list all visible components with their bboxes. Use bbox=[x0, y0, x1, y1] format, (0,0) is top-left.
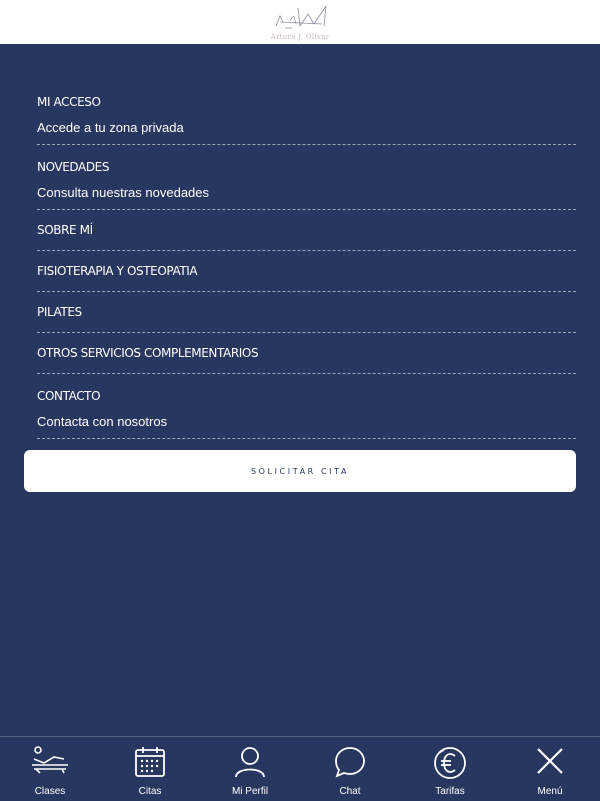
nav-label: Mi Perfil bbox=[231, 786, 269, 797]
menu-item-title: NOVEDADES bbox=[37, 160, 110, 174]
menu-item-fisioterapia[interactable] bbox=[37, 251, 576, 292]
nav-label: Citas bbox=[138, 786, 162, 797]
logo-signature-icon bbox=[270, 2, 330, 36]
nav-label: Menú bbox=[537, 786, 563, 797]
menu-item-otros-servicios[interactable] bbox=[37, 333, 576, 374]
nav-label: Tarifas bbox=[435, 786, 465, 797]
menu-item-subtitle: Consulta nuestras novedades bbox=[37, 185, 210, 200]
euro-icon bbox=[432, 745, 468, 781]
bottom-nav bbox=[0, 736, 600, 801]
nav-item-menu[interactable] bbox=[500, 737, 600, 801]
nav-item-chat[interactable] bbox=[300, 737, 400, 801]
menu-item-title: SOBRE MÍ bbox=[37, 223, 93, 237]
menu-item-title: FISIOTERAPIA Y OSTEOPATIA bbox=[37, 264, 198, 278]
logo-text: Arturo J. Olivar bbox=[270, 33, 330, 41]
main-menu bbox=[37, 80, 576, 439]
menu-item-novedades[interactable] bbox=[37, 145, 576, 210]
nav-item-clases[interactable] bbox=[0, 737, 100, 801]
menu-item-sobre-mi[interactable] bbox=[37, 210, 576, 251]
user-icon bbox=[233, 745, 267, 779]
nav-label: Clases bbox=[34, 786, 66, 797]
nav-label: Chat bbox=[339, 786, 361, 797]
menu-item-title: MI ACCESO bbox=[37, 95, 101, 109]
close-icon bbox=[534, 745, 566, 777]
menu-item-subtitle: Contacta con nosotros bbox=[37, 414, 168, 429]
menu-item-title: CONTACTO bbox=[37, 389, 101, 403]
menu-item-subtitle: Accede a tu zona privada bbox=[37, 120, 184, 135]
top-bar bbox=[0, 0, 600, 44]
pilates-icon bbox=[30, 745, 70, 777]
nav-item-mi-perfil[interactable] bbox=[200, 737, 300, 801]
brand-logo[interactable] bbox=[270, 2, 330, 42]
calendar-icon bbox=[133, 745, 167, 779]
solicitar-cita-button[interactable]: SOLICITAR CITA bbox=[24, 450, 576, 492]
nav-item-citas[interactable] bbox=[100, 737, 200, 801]
menu-item-title: OTROS SERVICIOS COMPLEMENTARIOS bbox=[37, 346, 259, 360]
nav-item-tarifas[interactable] bbox=[400, 737, 500, 801]
menu-item-pilates[interactable] bbox=[37, 292, 576, 333]
menu-item-title: PILATES bbox=[37, 305, 82, 319]
menu-item-mi-acceso[interactable] bbox=[37, 80, 576, 145]
chat-icon bbox=[333, 745, 367, 779]
menu-item-contacto[interactable] bbox=[37, 374, 576, 439]
